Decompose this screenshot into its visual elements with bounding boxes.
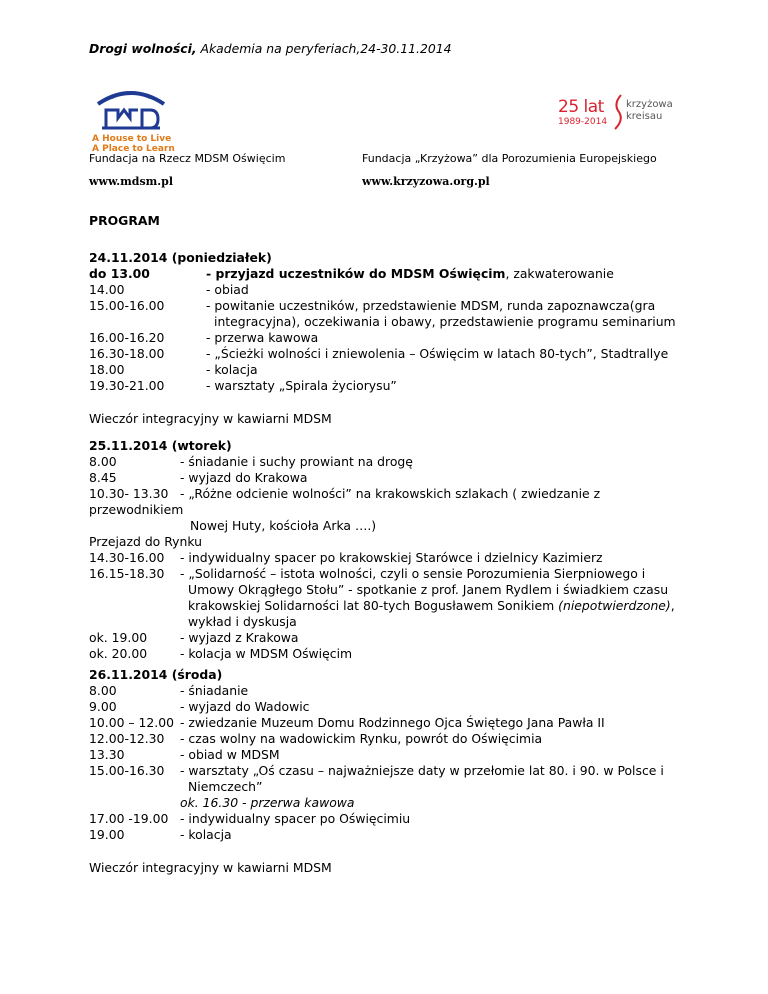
activity-text: - kolacja w MDSM Oświęcim xyxy=(180,646,353,661)
schedule-row xyxy=(89,362,689,378)
kreisau-years: 1989-2014 xyxy=(558,117,608,127)
schedule-row xyxy=(89,298,689,330)
activity-text: - wyjazd do Wadowic xyxy=(180,699,310,714)
schedule-row xyxy=(89,566,689,630)
activity-text: - wyjazd z Krakowa xyxy=(180,630,299,645)
schedule-row xyxy=(89,763,689,811)
time-label: 19.30-21.00 xyxy=(89,378,165,393)
unconfirmed-note: (niepotwierdzone) xyxy=(558,598,671,613)
schedule-row xyxy=(89,827,689,843)
schedule-row xyxy=(89,266,689,282)
org-left-name: Fundacja na Rzecz MDSM Oświęcim xyxy=(89,152,286,165)
coffee-break-note: ok. 16.30 - przerwa kawowa xyxy=(180,795,355,810)
activity-text: - śniadanie xyxy=(180,683,249,698)
activity-text: - wyjazd do Krakowa xyxy=(180,470,308,485)
day-3-heading: 26.11.2014 (środa) xyxy=(89,667,223,682)
header-title-rest: Akademia na peryferiach,24-30.11.2014 xyxy=(196,41,452,56)
kreisau-name-1: krzyżowa xyxy=(626,99,673,110)
time-label: 16.15-18.30 xyxy=(89,566,165,581)
time-label: ok. 20.00 xyxy=(89,646,148,661)
schedule-row xyxy=(89,630,689,646)
activity-text: - warsztaty „Spirala życiorysu” xyxy=(206,378,397,393)
day-2-heading: 25.11.2014 (wtorek) xyxy=(89,438,232,453)
activity-wrap: przewodnikiem xyxy=(89,502,184,517)
time-label: ok. 19.00 xyxy=(89,630,148,645)
mdsm-tagline-2: A Place to Learn xyxy=(92,144,175,154)
activity-continuation: wykład i dyskusja xyxy=(188,614,297,629)
activity-text: - obiad xyxy=(206,282,249,297)
schedule-row xyxy=(89,486,689,502)
activity-text: - kolacja xyxy=(206,362,258,377)
time-label: 19.00 xyxy=(89,827,125,842)
activity-text: - przerwa kawowa xyxy=(206,330,319,345)
time-label: 8.00 xyxy=(89,454,117,469)
schedule-row xyxy=(89,282,689,298)
time-label: 14.30-16.00 xyxy=(89,550,165,565)
time-label: 8.00 xyxy=(89,683,117,698)
mdsm-house-icon xyxy=(92,84,170,130)
time-label: do 13.00 xyxy=(89,266,150,281)
schedule-row xyxy=(89,683,689,699)
activity-continuation: integracyjna), oczekiwania i obawy, przedstawienie programu seminarium xyxy=(214,314,676,329)
activity-rest: , zakwaterowanie xyxy=(505,266,614,281)
evening-note: Wieczór integracyjny w kawiarni MDSM xyxy=(89,860,332,875)
time-label: 16.00-16.20 xyxy=(89,330,165,345)
activity-text: - „Różne odcienie wolności” na krakowskich szlakach ( zwiedzanie z xyxy=(180,486,601,501)
activity-continuation: krakowskiej Solidarności lat 80-tych Bogusławem Sonikiem xyxy=(188,598,559,613)
time-label: 9.00 xyxy=(89,699,117,714)
schedule-row xyxy=(89,550,689,566)
mdsm-tagline-1: A House to Live xyxy=(92,134,172,144)
activity-text: - „Ścieżki wolności i zniewolenia – Oświęcim w latach 80-tych”, Stadtrallye xyxy=(206,346,669,361)
evening-note: Wieczór integracyjny w kawiarni MDSM xyxy=(89,411,332,426)
org-right-url[interactable]: www.krzyzowa.org.pl xyxy=(362,175,490,188)
kreisau-swoosh-icon xyxy=(611,94,625,130)
time-label: 16.30-18.00 xyxy=(89,346,165,361)
time-label: 18.00 xyxy=(89,362,125,377)
header-title-bold: Drogi wolności, xyxy=(89,41,197,56)
activity-text: - warsztaty „Oś czasu – najważniejsze daty w przełomie lat 80. i 90. w Polsce i xyxy=(180,763,664,778)
day-3-section xyxy=(89,667,689,876)
kreisau-anniversary: 25 lat xyxy=(558,97,604,117)
activity-bold: - przyjazd uczestników do MDSM Oświęcim xyxy=(206,266,506,281)
day-2-section xyxy=(89,438,689,662)
kreisau-name-2: kreisau xyxy=(626,111,663,122)
schedule-row xyxy=(89,330,689,346)
activity-text: - indywidualny spacer po krakowskiej Starówce i dzielnicy Kazimierz xyxy=(180,550,603,565)
org-right-name: Fundacja „Krzyżowa” dla Porozumienia Europejskiego xyxy=(362,152,657,165)
activity-text: - zwiedzanie Muzeum Domu Rodzinnego Ojca Świętego Jana Pawła II xyxy=(180,715,605,730)
activity-text: - śniadanie i suchy prowiant na drogę xyxy=(180,454,413,469)
day-1-section xyxy=(89,250,689,427)
program-heading: PROGRAM xyxy=(89,213,160,228)
time-label: 12.00-12.30 xyxy=(89,731,165,746)
activity-continuation: Umowy Okrągłego Stołu” - spotkanie z prof. Janem Rydlem i świadkiem czasu xyxy=(188,582,669,597)
schedule-row xyxy=(89,646,689,662)
time-label: 13.30 xyxy=(89,747,125,762)
activity-text: - czas wolny na wadowickim Rynku, powrót do Oświęcimia xyxy=(180,731,543,746)
time-label: 15.00-16.00 xyxy=(89,298,165,313)
time-label: 10.00 – 12.00 xyxy=(89,715,175,730)
transfer-note: Przejazd do Rynku xyxy=(89,534,202,549)
activity-text: - obiad w MDSM xyxy=(180,747,280,762)
time-label: 8.45 xyxy=(89,470,117,485)
schedule-row xyxy=(89,699,689,715)
schedule-row xyxy=(89,731,689,747)
activity-continuation: Nowej Huty, kościoła Arka ….) xyxy=(190,518,377,533)
activity-text: - indywidualny spacer po Oświęcimiu xyxy=(180,811,411,826)
schedule-row xyxy=(89,811,689,827)
activity-text: - kolacja xyxy=(180,827,232,842)
activity-text: - „Solidarność – istota wolności, czyli o sensie Porozumienia Sierpniowego i xyxy=(180,566,646,581)
time-label: 14.00 xyxy=(89,282,125,297)
activity-text: - powitanie uczestników, przedstawienie MDSM, runda zapoznawcza(gra xyxy=(206,298,656,313)
mdsm-logo xyxy=(92,84,175,154)
time-label: 15.00-16.30 xyxy=(89,763,165,778)
schedule-row xyxy=(89,454,689,470)
day-1-heading: 24.11.2014 (poniedziałek) xyxy=(89,250,272,265)
activity-continuation: Niemczech” xyxy=(188,779,263,794)
schedule-row xyxy=(89,346,689,362)
document-header xyxy=(89,41,451,57)
schedule-row xyxy=(89,470,689,486)
schedule-row xyxy=(89,747,689,763)
time-label: 17.00 -19.00 xyxy=(89,811,169,826)
time-label: 10.30- 13.30 xyxy=(89,486,169,501)
punctuation: , xyxy=(670,598,675,613)
schedule-row xyxy=(89,715,689,731)
org-left-url[interactable]: www.mdsm.pl xyxy=(89,175,173,188)
schedule-row xyxy=(89,378,689,394)
